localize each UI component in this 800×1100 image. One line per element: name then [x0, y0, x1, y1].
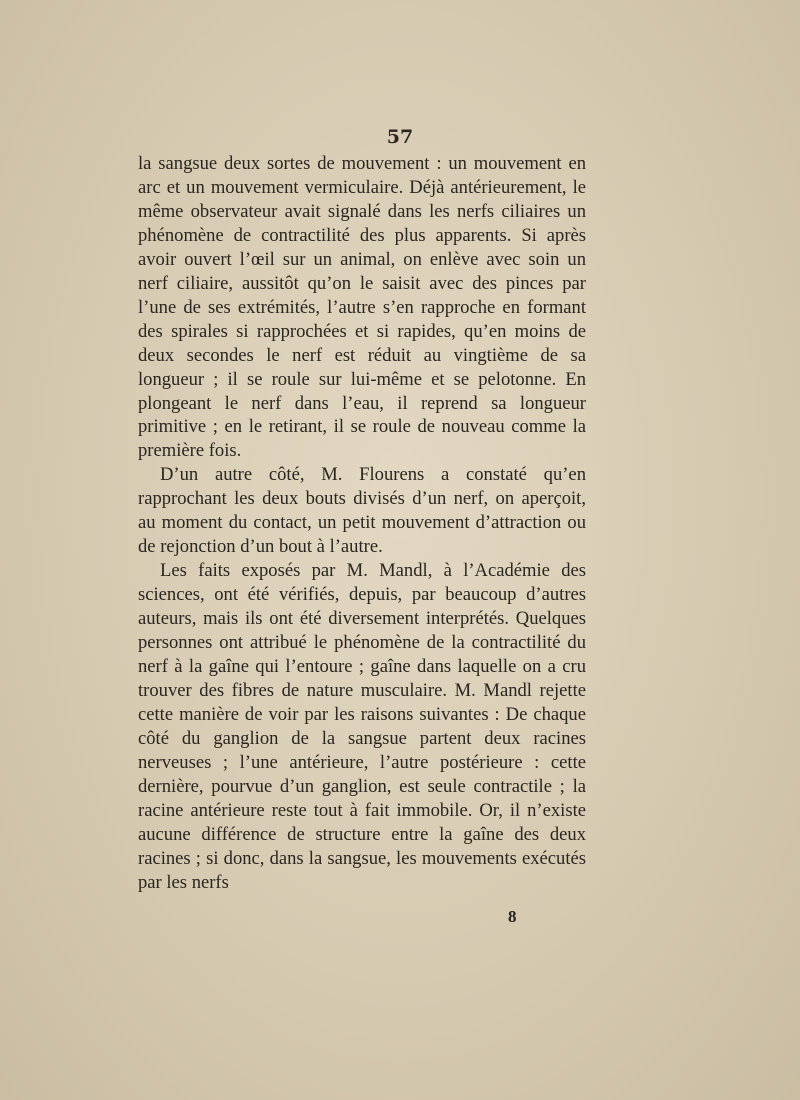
paragraph-3: Les faits exposés par M. Mandl, à l’Académie des sciences, ont été vérifiés, depuis, par beaucoup d’autres auteurs, mais ils ont été diversement interprétés. Quelques personnes ont attribué le phénomène de la contractilité du nerf à la gaîne qui l’entoure ; gaîne dans laquelle on a cru trouver des fibres de nature musculaire. M. Mandl rejette cette manière de voir par les raisons suivantes : De chaque côté du ganglion de la sangsue partent deux racines nerveuses ; l’une antérieure, l’autre postérieure : cette dernière, pourvue d’un ganglion, est seule contractile ; la racine antérieure reste tout à fait immobile. Or, il n’existe aucune différence de structure entre la gaîne des deux racines ; si donc, dans la sangsue, les mouvements exécutés par les nerfs: [138, 560, 586, 893]
body-text: [138, 152, 586, 895]
paragraph-2: D’un autre côté, M. Flourens a constaté qu’en rapprochant les deux bouts divisés d’un nerf, on aperçoit, au moment du contact, un petit mouvement d’attraction ou de rejonction d’un bout à l’autre.: [138, 464, 586, 558]
page-number: 57: [386, 126, 414, 148]
signature-mark: 8: [508, 907, 517, 926]
paragraph-1: la sangsue deux sortes de mouvement : un mouvement en arc et un mouvement vermiculaire. Déjà antérieurement, le même observateur avait signalé dans les nerfs ciliaires un phénomène de contractilité des plus apparents. Si après avoir ouvert l’œil sur un animal, on enlève avec soin un nerf ciliaire, aussitôt qu’on le saisit avec des pinces par l’une de ses extrémités, l’autre s’en rapproche en formant des spirales si rapprochées et si rapides, qu’en moins de deux secondes le nerf est réduit au vingtième de sa longueur ; il se roule sur lui-même et se pelotonne. En plongeant le nerf dans l’eau, il reprend sa longueur primitive ; en le retirant, il se roule de nouveau comme la première fois.: [138, 153, 586, 462]
